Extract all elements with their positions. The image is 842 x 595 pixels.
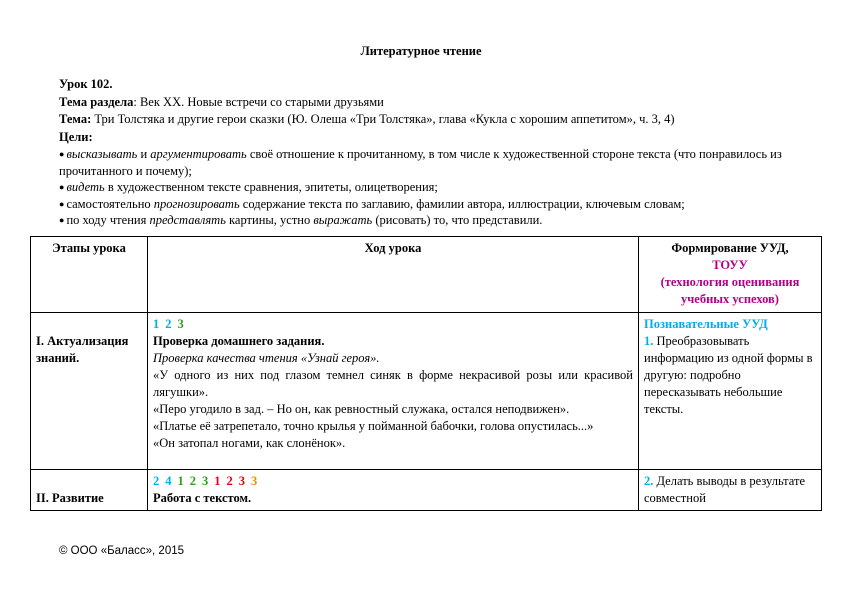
header-udd-title: Формирование УУД, [671,241,789,255]
table-header-row [31,237,822,313]
goal-text: своё отношение к прочитанному, в том числе к художественной стороне текста (что понравилось из прочитанного и почему); [59,147,782,178]
level-number: 2 [226,474,233,488]
udd-text: Делать выводы в результате совместной [644,474,806,505]
bullet-icon: ● [59,149,65,159]
udd-number: 2. [644,474,654,488]
goal-italic: видеть [66,180,105,194]
goal-text: содержание текста по заглавию, фамилии автора, иллюстрации, ключевым словам; [239,196,685,211]
header-stages: Этапы урока [31,237,148,313]
level-number: 3 [238,474,245,488]
copyright-footer: © ООО «Баласс», 2015 [59,545,185,557]
section-label: Тема раздела [59,94,134,109]
header-udd [639,237,822,313]
goal-italic: выражать [313,213,373,227]
level-number: 2 [153,474,160,488]
section-line [59,94,819,112]
task-heading: Проверка домашнего задания. [153,334,325,348]
level-number: 2 [165,317,172,331]
goal-italic: представлять [149,213,226,227]
level-number: 4 [165,474,172,488]
udd-item [644,473,816,507]
level-number: 1 [153,317,160,331]
bullet-icon: ● [59,198,65,209]
task-subheading: Проверка качества чтения «Узнай героя». [153,351,380,365]
stage-label: II. Развитие [36,491,104,505]
level-number: 3 [251,474,258,488]
goal-item [59,179,819,196]
level-number: 1 [214,474,221,488]
stage-label: I. Актуализация знаний. [36,334,129,365]
goal-item [59,196,819,213]
goal-text: в художественном тексте сравнения, эпитеты, олицетворения; [104,180,438,194]
quote-text: «Он затопал ногами, как слонёнок». [153,436,346,450]
goal-text: самостоятельно [66,196,154,211]
udd-text: Преобразовывать информацию из одной формы в другую: подробно пересказывать небольшие тексты. [644,334,813,416]
goal-text: картины, устно [225,213,314,227]
table-row [31,470,822,511]
level-number: 3 [202,474,209,488]
header-touu: ТОУУ [712,258,748,272]
goal-italic: прогнозировать [153,196,240,211]
goal-text: (рисовать) то, что представили. [372,213,543,227]
udd-item [644,333,816,418]
goals-label: Цели: [59,129,93,144]
header-progress: Ход урока [148,237,639,313]
stage-cell [31,313,148,470]
udd-cell [639,313,822,470]
section-value: : Век XX. Новые встречи со старыми друзьями [133,94,384,109]
topic-line [59,111,819,129]
quote-text: «Перо угодило в зад. – Но он, как ревностный служака, остался неподвижен». [153,402,570,416]
udd-number: 1. [644,334,654,348]
level-numbers [153,316,633,333]
header-touu-desc: (технология оценивания учебных успехов) [660,275,800,306]
goal-italic: аргументировать [150,147,247,161]
level-numbers [153,473,633,490]
level-number: 2 [189,474,196,488]
table-row [31,313,822,470]
goal-item [59,146,819,179]
topic-value: Три Толстяка и другие герои сказки (Ю. Олеша «Три Толстяка», глава «Кукла с хорошим аппетитом», ч. 3, 4) [91,112,675,126]
progress-cell [148,470,639,511]
level-number: 1 [177,474,184,488]
quote-text: «У одного из них под глазом темнел синяк в форме некрасивой розы или красивой лягушки». [153,368,633,399]
goal-text: по ходу чтения [66,213,150,227]
lesson-number: Урок 102. [59,77,113,91]
goal-item [59,212,819,229]
level-number: 3 [177,317,184,331]
task-heading: Работа с текстом. [153,491,252,505]
lesson-table [30,236,822,511]
goal-text: и [137,147,151,161]
bullet-icon: ● [59,215,65,225]
topic-label: Тема: [59,112,92,126]
udd-cell [639,470,822,511]
bullet-icon: ● [59,182,65,192]
udd-title: Познавательные УУД [644,317,768,331]
lesson-header [59,76,819,229]
quote-text: «Платье её затрепетало, точно крылья у пойманной бабочки, голова опустилась...» [153,419,594,433]
stage-cell [31,470,148,511]
goal-italic: высказывать [66,147,138,161]
progress-cell [148,313,639,470]
document-title: Литературное чтение [360,44,482,58]
